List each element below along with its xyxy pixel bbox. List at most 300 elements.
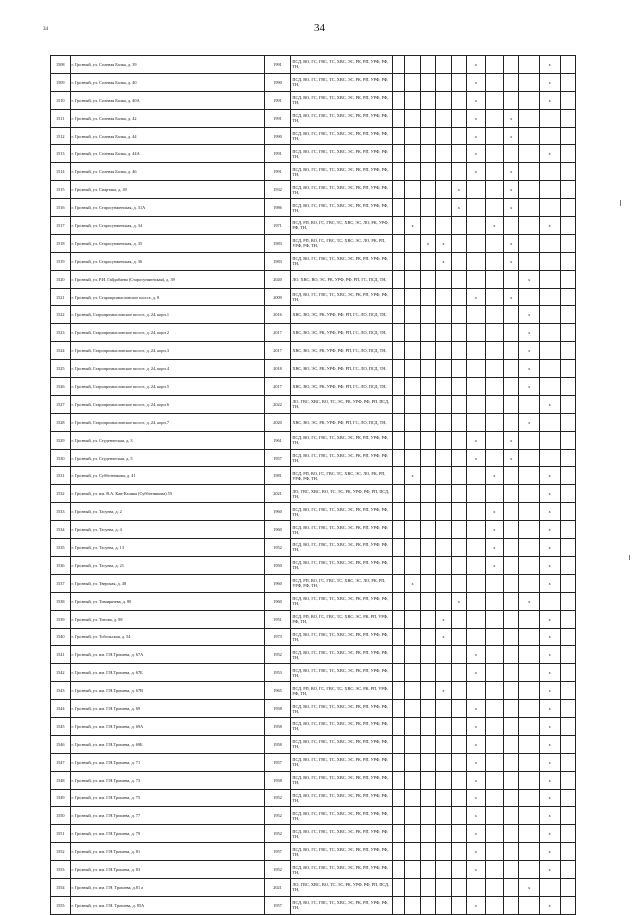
services-cell: ПСД, ВО, ГС, ГВС, ТС, ХВС, ЭС, РК, РП, УРФ, РФ, ТН,	[291, 717, 393, 735]
mark-cell	[539, 807, 560, 825]
mark-cell	[405, 771, 420, 789]
address-cell: г. Грозный, Старопромысловское шоссе, д. 24, корп.4	[70, 360, 264, 378]
row-number: 1522	[51, 306, 71, 324]
mark-cell	[560, 288, 575, 306]
mark-cell	[436, 628, 451, 646]
year-cell: 1950	[264, 556, 291, 574]
row-number: 1543	[51, 682, 71, 700]
mark-cell	[485, 342, 503, 360]
mark-cell	[485, 56, 503, 74]
mark-cell	[504, 431, 519, 449]
mark-cell	[539, 252, 560, 270]
mark-cell	[393, 306, 405, 324]
services-cell: ПСД, ВО, ГС, ГВС, ТС, ХВС, ЭС, РК, РП, УРФ, РФ, ТН,	[291, 735, 393, 753]
table-row	[51, 342, 576, 360]
mark-cell	[467, 485, 485, 503]
table-row	[51, 91, 576, 109]
services-cell: ПСД, ВО, ГС, ГВС, ТС, ХВС, ЭС, РК, РП, УРФ, РФ, ТН,	[291, 56, 393, 74]
mark-cell	[436, 825, 451, 843]
x-mark: x	[474, 723, 477, 729]
services-cell: ПСД, ВО, ГС, ГВС, ТС, ХВС, ЭС, РК, РП, УРФ, РФ, ТН,	[291, 449, 393, 467]
services-cell: ПСД, ВО, ГС, ГВС, ТС, ХВС, ЭС, РК, РП, УРФ, РФ, ТН,	[291, 664, 393, 682]
year-cell: 1952	[264, 825, 291, 843]
mark-cell	[504, 56, 519, 74]
year-cell: 1957	[264, 843, 291, 861]
mark-cell	[519, 467, 540, 485]
mark-cell	[485, 717, 503, 735]
mark-cell	[485, 199, 503, 217]
mark-cell	[420, 449, 435, 467]
mark-cell	[504, 843, 519, 861]
mark-cell	[519, 610, 540, 628]
mark-cell	[519, 395, 540, 413]
mark-cell	[485, 825, 503, 843]
row-number: 1510	[51, 91, 71, 109]
mark-cell	[405, 753, 420, 771]
year-cell: 2020	[264, 270, 291, 288]
x-mark: x	[442, 688, 445, 694]
mark-cell	[485, 485, 503, 503]
mark-cell	[451, 717, 466, 735]
mark-cell	[436, 896, 451, 914]
services-cell: ПСД, ВО, ГС, ГВС, ТС, ХВС, ЭС, РК, РП, УРФ, РФ, ТН,	[291, 91, 393, 109]
mark-cell	[519, 163, 540, 181]
mark-cell	[504, 449, 519, 467]
x-mark: x	[548, 580, 551, 586]
mark-cell	[560, 753, 575, 771]
mark-cell	[560, 56, 575, 74]
mark-cell	[451, 342, 466, 360]
mark-cell	[420, 431, 435, 449]
mark-cell	[485, 378, 503, 396]
mark-cell	[485, 771, 503, 789]
mark-cell	[420, 771, 435, 789]
row-number: 1527	[51, 395, 71, 413]
mark-cell	[467, 789, 485, 807]
mark-cell	[405, 843, 420, 861]
year-cell: 1991	[264, 163, 291, 181]
year-cell: 1983	[264, 234, 291, 252]
mark-cell	[519, 413, 540, 431]
mark-cell	[405, 306, 420, 324]
mark-cell	[420, 896, 435, 914]
year-cell: 1952	[264, 539, 291, 557]
mark-cell	[504, 306, 519, 324]
mark-cell	[504, 413, 519, 431]
row-number: 1517	[51, 217, 71, 235]
table-row	[51, 360, 576, 378]
year-cell: 1991	[264, 145, 291, 163]
row-number: 1520	[51, 270, 71, 288]
x-mark: x	[548, 562, 551, 568]
mark-cell	[467, 735, 485, 753]
mark-cell	[451, 413, 466, 431]
x-mark: x	[474, 455, 477, 461]
mark-cell	[436, 181, 451, 199]
year-cell: 2021	[264, 485, 291, 503]
address-cell: г. Грозный, ул. им. Г.Н.Трошева, д. 73	[70, 771, 264, 789]
table-row	[51, 306, 576, 324]
table-row	[51, 789, 576, 807]
address-cell: г. Грозный, ул. Студенческая, д. 5	[70, 449, 264, 467]
mark-cell	[467, 270, 485, 288]
mark-cell	[436, 753, 451, 771]
mark-cell	[539, 431, 560, 449]
mark-cell	[485, 628, 503, 646]
mark-cell	[420, 234, 435, 252]
year-cell: 1991	[264, 56, 291, 74]
mark-cell	[393, 485, 405, 503]
address-cell: г. Грозный, Старопромысловское шоссе, д. 24, корп.6	[70, 395, 264, 413]
mark-cell	[539, 825, 560, 843]
row-number: 1540	[51, 628, 71, 646]
mark-cell	[519, 574, 540, 592]
mark-cell	[539, 485, 560, 503]
mark-cell	[420, 181, 435, 199]
mark-cell	[393, 896, 405, 914]
mark-cell	[519, 234, 540, 252]
x-mark: x	[548, 741, 551, 747]
mark-cell	[519, 646, 540, 664]
year-cell: 1957	[264, 753, 291, 771]
mark-cell	[504, 771, 519, 789]
mark-cell	[451, 628, 466, 646]
services-cell: ХВС, ВО, ЭС, РК, УРФ, РФ, РП, ГС, ЛО, ПСД, ТН,	[291, 378, 393, 396]
mark-cell	[451, 306, 466, 324]
mark-cell	[504, 342, 519, 360]
mark-cell	[560, 73, 575, 91]
table-row	[51, 664, 576, 682]
address-cell: г. Грозный, ул. Старосунженская, д. 36	[70, 252, 264, 270]
services-cell: ПСД, ВО, ГС, ГВС, ТС, ХВС, ЭС, РК, РП, УРФ, РФ, ТН,	[291, 825, 393, 843]
mark-cell	[560, 306, 575, 324]
mark-cell	[560, 878, 575, 896]
x-mark: x	[548, 670, 551, 676]
mark-cell	[420, 521, 435, 539]
x-mark: x	[548, 813, 551, 819]
address-cell: г. Грозный, Старопромысловское шоссе, д. 24, корп.2	[70, 324, 264, 342]
mark-cell	[539, 753, 560, 771]
mark-cell	[436, 700, 451, 718]
services-cell: ХВС, ВО, ЭС, РК, УРФ, РФ, РП, ГС, ЛО, ПСД, ТН,	[291, 360, 393, 378]
mark-cell	[467, 682, 485, 700]
row-number: 1509	[51, 73, 71, 91]
x-mark: x	[411, 473, 414, 479]
mark-cell	[393, 109, 405, 127]
x-mark: x	[528, 276, 531, 282]
row-number: 1542	[51, 664, 71, 682]
mark-cell	[451, 610, 466, 628]
mark-cell	[519, 56, 540, 74]
mark-cell	[504, 467, 519, 485]
mark-cell	[467, 163, 485, 181]
mark-cell	[420, 807, 435, 825]
mark-cell	[519, 539, 540, 557]
mark-cell	[485, 682, 503, 700]
mark-cell	[436, 145, 451, 163]
mark-cell	[451, 431, 466, 449]
mark-cell	[405, 378, 420, 396]
mark-cell	[504, 324, 519, 342]
year-cell: 1981	[264, 467, 291, 485]
mark-cell	[467, 628, 485, 646]
address-cell: г. Грозный, ул. Соленая Балка, д. 46	[70, 163, 264, 181]
mark-cell	[451, 56, 466, 74]
table-row	[51, 592, 576, 610]
mark-cell	[451, 378, 466, 396]
mark-cell	[485, 324, 503, 342]
mark-cell	[436, 234, 451, 252]
x-mark: x	[548, 527, 551, 533]
services-cell: ПСД, ВО, ГС, ГВС, ТС, ХВС, ЭС, РК, РП, УРФ, РФ, ТН,	[291, 843, 393, 861]
mark-cell	[420, 574, 435, 592]
mark-cell	[519, 556, 540, 574]
x-mark: x	[548, 509, 551, 515]
mark-cell	[485, 539, 503, 557]
mark-cell	[467, 431, 485, 449]
row-number: 1515	[51, 181, 71, 199]
mark-cell	[539, 717, 560, 735]
row-number: 1514	[51, 163, 71, 181]
housing-register-table	[50, 55, 576, 915]
mark-cell	[539, 306, 560, 324]
year-cell: 1932	[264, 181, 291, 199]
x-mark: x	[548, 902, 551, 908]
mark-cell	[504, 503, 519, 521]
mark-cell	[504, 878, 519, 896]
year-cell: 2017	[264, 342, 291, 360]
mark-cell	[405, 288, 420, 306]
table-row	[51, 56, 576, 74]
x-mark: x	[528, 383, 531, 389]
mark-cell	[451, 145, 466, 163]
mark-cell	[436, 521, 451, 539]
year-cell: 1958	[264, 700, 291, 718]
mark-cell	[436, 735, 451, 753]
x-mark: x	[474, 169, 477, 175]
mark-cell	[539, 73, 560, 91]
mark-cell	[405, 556, 420, 574]
mark-cell	[420, 503, 435, 521]
table-row	[51, 807, 576, 825]
mark-cell	[539, 503, 560, 521]
mark-cell	[436, 342, 451, 360]
mark-cell	[519, 861, 540, 879]
mark-cell	[539, 789, 560, 807]
x-mark: x	[510, 115, 513, 121]
mark-cell	[467, 395, 485, 413]
mark-cell	[420, 324, 435, 342]
x-mark: x	[528, 598, 531, 604]
mark-cell	[504, 556, 519, 574]
mark-cell	[519, 217, 540, 235]
mark-cell	[485, 395, 503, 413]
address-cell: г. Грозный, Старопромысловское шоссе, д. 24, корп.7	[70, 413, 264, 431]
mark-cell	[560, 91, 575, 109]
mark-cell	[560, 646, 575, 664]
mark-cell	[451, 789, 466, 807]
mark-cell	[504, 199, 519, 217]
x-mark: x	[548, 849, 551, 855]
mark-cell	[405, 91, 420, 109]
x-mark: x	[474, 867, 477, 873]
mark-cell	[560, 431, 575, 449]
mark-cell	[519, 717, 540, 735]
mark-cell	[451, 217, 466, 235]
mark-cell	[560, 807, 575, 825]
mark-cell	[485, 861, 503, 879]
page-number: 34	[314, 22, 325, 34]
mark-cell	[539, 521, 560, 539]
x-mark: x	[548, 61, 551, 67]
x-mark: x	[411, 580, 414, 586]
mark-cell	[539, 109, 560, 127]
mark-cell	[405, 646, 420, 664]
row-number: 1532	[51, 485, 71, 503]
mark-cell	[539, 342, 560, 360]
mark-cell	[519, 628, 540, 646]
mark-cell	[485, 467, 503, 485]
address-cell: г. Грозный, ул. Тасуева, д. 2	[70, 503, 264, 521]
mark-cell	[405, 431, 420, 449]
mark-cell	[436, 646, 451, 664]
mark-cell	[560, 717, 575, 735]
mark-cell	[436, 664, 451, 682]
mark-cell	[467, 413, 485, 431]
mark-cell	[467, 199, 485, 217]
x-mark: x	[528, 348, 531, 354]
row-number: 1535	[51, 539, 71, 557]
mark-cell	[504, 539, 519, 557]
mark-cell	[539, 234, 560, 252]
row-number: 1538	[51, 592, 71, 610]
table-row	[51, 574, 576, 592]
mark-cell	[467, 127, 485, 145]
mark-cell	[485, 610, 503, 628]
mark-cell	[519, 288, 540, 306]
mark-cell	[405, 199, 420, 217]
mark-cell	[451, 449, 466, 467]
mark-cell	[405, 145, 420, 163]
mark-cell	[451, 664, 466, 682]
mark-cell	[504, 234, 519, 252]
mark-cell	[467, 896, 485, 914]
mark-cell	[405, 413, 420, 431]
row-number: 1523	[51, 324, 71, 342]
mark-cell	[393, 217, 405, 235]
x-mark: x	[510, 133, 513, 139]
row-number: 1533	[51, 503, 71, 521]
x-mark: x	[548, 79, 551, 85]
mark-cell	[420, 252, 435, 270]
mark-cell	[539, 610, 560, 628]
table-row	[51, 270, 576, 288]
x-mark: x	[510, 455, 513, 461]
table-row	[51, 145, 576, 163]
year-cell: 1960	[264, 592, 291, 610]
mark-cell	[420, 413, 435, 431]
x-mark: x	[474, 902, 477, 908]
mark-cell	[420, 825, 435, 843]
mark-cell	[560, 825, 575, 843]
mark-cell	[560, 771, 575, 789]
mark-cell	[393, 574, 405, 592]
mark-cell	[451, 807, 466, 825]
mark-cell	[560, 449, 575, 467]
mark-cell	[519, 664, 540, 682]
x-mark: x	[474, 151, 477, 157]
address-cell: г. Грозный, ул. Субботникова, д. 41	[70, 467, 264, 485]
mark-cell	[467, 252, 485, 270]
mark-cell	[539, 735, 560, 753]
services-cell: ПСД, ВО, ГС, ГВС, ТС, ХВС, ЭС, РК, РП, УРФ, РФ, ТН,	[291, 807, 393, 825]
mark-cell	[393, 628, 405, 646]
mark-cell	[393, 56, 405, 74]
address-cell: г. Грозный, ул. Соленая Балка, д. 40А	[70, 91, 264, 109]
mark-cell	[560, 664, 575, 682]
mark-cell	[467, 610, 485, 628]
mark-cell	[539, 145, 560, 163]
services-cell: ЛО, ХВС, ВО, ЭС, РК, УРФ, РФ, РП, ГС, ПСД, ТН,	[291, 270, 393, 288]
mark-cell	[560, 896, 575, 914]
mark-cell	[451, 485, 466, 503]
mark-cell	[467, 807, 485, 825]
table-row	[51, 753, 576, 771]
mark-cell	[504, 288, 519, 306]
year-cell: 1957	[264, 449, 291, 467]
mark-cell	[436, 485, 451, 503]
mark-cell	[560, 539, 575, 557]
mark-cell	[405, 270, 420, 288]
address-cell: г. Грозный, Старопромысловское шоссе, д. 24, корп.5	[70, 378, 264, 396]
services-cell: ПСД, ВО, ГС, ГВС, ТС, ХВС, ЭС, РК, РП, УРФ, РФ, ТН,	[291, 861, 393, 879]
mark-cell	[420, 735, 435, 753]
mark-cell	[451, 539, 466, 557]
mark-cell	[436, 73, 451, 91]
mark-cell	[504, 127, 519, 145]
row-number: 1541	[51, 646, 71, 664]
address-cell: г. Грозный, ул. им. Г.Н.Трошева, д. 71	[70, 753, 264, 771]
mark-cell	[393, 360, 405, 378]
mark-cell	[539, 664, 560, 682]
mark-cell	[451, 288, 466, 306]
mark-cell	[560, 127, 575, 145]
mark-cell	[436, 592, 451, 610]
mark-cell	[405, 360, 420, 378]
mark-cell	[485, 592, 503, 610]
mark-cell	[504, 217, 519, 235]
year-cell: 1986	[264, 199, 291, 217]
mark-cell	[467, 878, 485, 896]
x-mark: x	[493, 473, 496, 479]
row-number: 1550	[51, 807, 71, 825]
mark-cell	[560, 270, 575, 288]
table-row	[51, 825, 576, 843]
mark-cell	[420, 360, 435, 378]
mark-cell	[393, 664, 405, 682]
mark-cell	[519, 771, 540, 789]
services-cell: ПСД, РП, ВО, ГС, ГВС, ТС, ХВС, ЭС, ЛО, РК, РП, УРФ, РФ, ТН,	[291, 467, 393, 485]
mark-cell	[519, 878, 540, 896]
mark-cell	[436, 717, 451, 735]
mark-cell	[560, 861, 575, 879]
row-number: 1547	[51, 753, 71, 771]
mark-cell	[420, 199, 435, 217]
mark-cell	[405, 503, 420, 521]
address-cell: г. Грозный, ул. Тасуева, д. 13	[70, 539, 264, 557]
services-cell: ПСД, ВО, ГС, ГВС, ТС, ХВС, ЭС, РК, РП, УРФ, РФ, ТН,	[291, 771, 393, 789]
mark-cell	[393, 717, 405, 735]
